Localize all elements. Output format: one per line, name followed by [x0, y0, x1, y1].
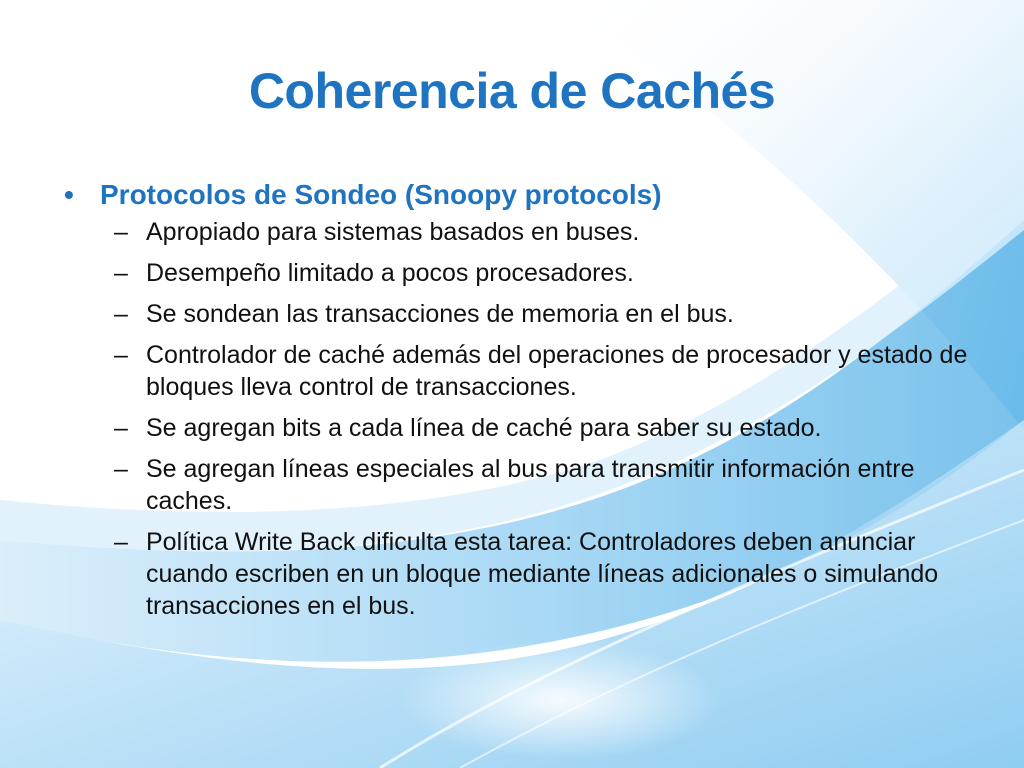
dash-glyph: – [114, 341, 128, 369]
sub-bullet-text: Se agregan líneas especiales al bus para transmitir información entre caches. [146, 455, 915, 515]
sub-bullet-item [62, 412, 982, 444]
sub-bullet-text: Controlador de caché además del operaciones de procesador y estado de bloques lleva control de transacciones. [146, 341, 968, 401]
sub-bullet-item [62, 257, 982, 289]
dash-glyph: – [114, 259, 128, 287]
wave-glow [400, 640, 720, 760]
main-bullet-text: Protocolos de Sondeo (Snoopy protocols) [100, 179, 662, 210]
main-bullet [62, 178, 982, 212]
slide-content [62, 178, 982, 631]
sub-bullet-text: Se sondean las transacciones de memoria en el bus. [146, 300, 734, 328]
sub-bullet-text: Política Write Back dificulta esta tarea: Controladores deben anunciar cuando escriben en un bloque mediante líneas adicionales o simulando transacciones en el bus. [146, 528, 939, 620]
dash-glyph: – [114, 300, 128, 328]
sub-bullet-list [62, 216, 982, 622]
sub-bullet-item [62, 298, 982, 330]
sub-bullet-text: Desempeño limitado a pocos procesadores. [146, 259, 634, 287]
dash-glyph: – [114, 218, 128, 246]
sub-bullet-text: Se agregan bits a cada línea de caché para saber su estado. [146, 414, 822, 442]
sub-bullet-item [62, 339, 982, 403]
slide-title: Coherencia de Cachés [248, 63, 776, 119]
sub-bullet-item [62, 526, 982, 622]
sub-bullet-item [62, 216, 982, 248]
sub-bullet-item [62, 453, 982, 517]
dash-glyph: – [114, 414, 128, 442]
sub-bullet-text: Apropiado para sistemas basados en buses. [146, 218, 640, 246]
dash-glyph: – [114, 455, 128, 483]
dash-glyph: – [114, 528, 128, 556]
bullet-glyph: • [64, 179, 74, 210]
